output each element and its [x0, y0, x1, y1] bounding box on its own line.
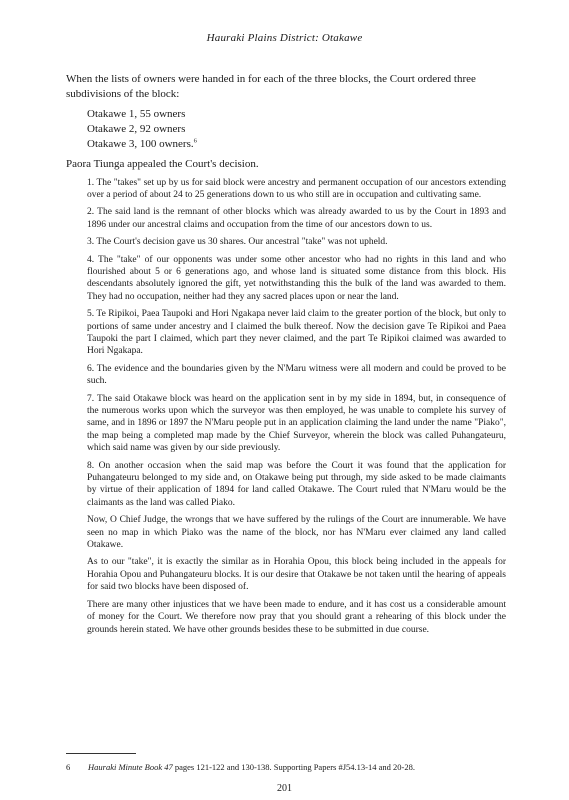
footnote-reference[interactable]: 6	[193, 137, 197, 145]
appeal-point: 1. The "takes" set up by us for said block were ancestry and permanent occupation of our ancestors extending over a period of about 24 to 25 generations down to us who still are in occupation and cultivating same.	[87, 177, 506, 200]
owners-item	[87, 137, 506, 152]
appeal-paragraph: There are many other injustices that we have been made to endure, and it has cost us a considerable amount of money for the Court. We therefore now pray that you should grant a rehearing of this block under the grounds herein stated. We have other grounds besides these to be submitted in due course.	[87, 599, 506, 635]
appeal-point: 5. Te Ripikoi, Paea Taupoki and Hori Ngakapa never laid claim to the greater portion of the block, but only to portions of same under ancestry and I claimed the bulk thereof. Now the decision gave Te Ripikoi and Paea Taupoki the part I claimed, which part they never claimed, and the part Te Ripikoi claimed was awarded to Hori Ngakapa.	[87, 309, 506, 357]
owners-list	[87, 107, 506, 152]
owners-item: Otakawe 1, 55 owners	[87, 108, 186, 120]
intro-paragraph: When the lists of owners were handed in for each of the three blocks, the Court ordered three subdivisions of the block:	[66, 73, 476, 100]
appeal-paragraph: Now, O Chief Judge, the wrongs that we have suffered by the rulings of the Court are innumerable. We have seen no map in which Piako was the name of the block, nor has N'Maru ever claimed any land called Otakawe.	[87, 515, 506, 551]
footnote-source: Hauraki Minute Book 47	[88, 762, 173, 772]
appeal-intro: Paora Tiunga appealed the Court's decision.	[66, 158, 259, 170]
footnote-text: pages 121-122 and 130-138. Supporting Papers #J54.13-14 and 20-28.	[172, 762, 415, 772]
appeal-paragraph: As to our "take", it is exactly the similar as in Horahia Opou, this block being included in the appeals for Horahia Opou and Puhangateuru blocks. It is our desire that Otakawe be not taken until the hearing of appeals for said two blocks have been disposed of.	[87, 557, 506, 593]
page-number: 201	[277, 783, 292, 794]
appeal-point: 4. The "take" of our opponents was under some other ancestor who had no rights in this land and who flourished about 5 or 6 generations ago, and whose land is situated some distance from this block. His descendants absolutely ignored the gift, yet notwithstanding this the bulk of the land was awarded to them. They had no occupation, neither had they any sacred places upon or near the land.	[87, 254, 506, 302]
footnote	[66, 762, 506, 773]
appeal-point: 8. On another occasion when the said map was before the Court it was found that the application for Puhangateuru belonged to my side and, on Otakawe being put through, my side asked to be made claimants by virtue of their application of 1894 for land called Otakawe. The Court ruled that N'Maru would be the claimants as the land was called Piako.	[87, 460, 506, 508]
body-content	[66, 72, 506, 641]
appeal-point: 6. The evidence and the boundaries given by the N'Maru witness were all modern and could be proved to be such.	[87, 363, 506, 387]
owners-item-text: Otakawe 3, 100 owners.	[87, 138, 194, 150]
appeal-point: 2. The said land is the remnant of other blocks which was already awarded to us by the Court in 1893 and 1896 under our ancestral claims and occupation from the time of our ancestors down to us.	[87, 207, 506, 230]
footnote-divider	[66, 753, 136, 754]
running-head: Hauraki Plains District: Otakawe	[206, 32, 363, 44]
footnote-number: 6	[66, 762, 71, 772]
owners-item: Otakawe 2, 92 owners	[87, 123, 186, 135]
appeal-points	[87, 177, 506, 636]
appeal-point: 3. The Court's decision gave us 30 shares. Our ancestral "take" was not upheld.	[87, 237, 388, 248]
appeal-point: 7. The said Otakawe block was heard on the application sent in by my side in 1894, but, in consequence of the numerous works upon which the surveyor was then employed, he was unable to complete his survey of same, and in 1896 or 1897 the N'Maru people put in an application claiming the land under the name "Piako", the map being a completed map made by the Chief Surveyor, wherein the block was called Puhangateuru, which said name was given by our side previously.	[87, 393, 506, 454]
